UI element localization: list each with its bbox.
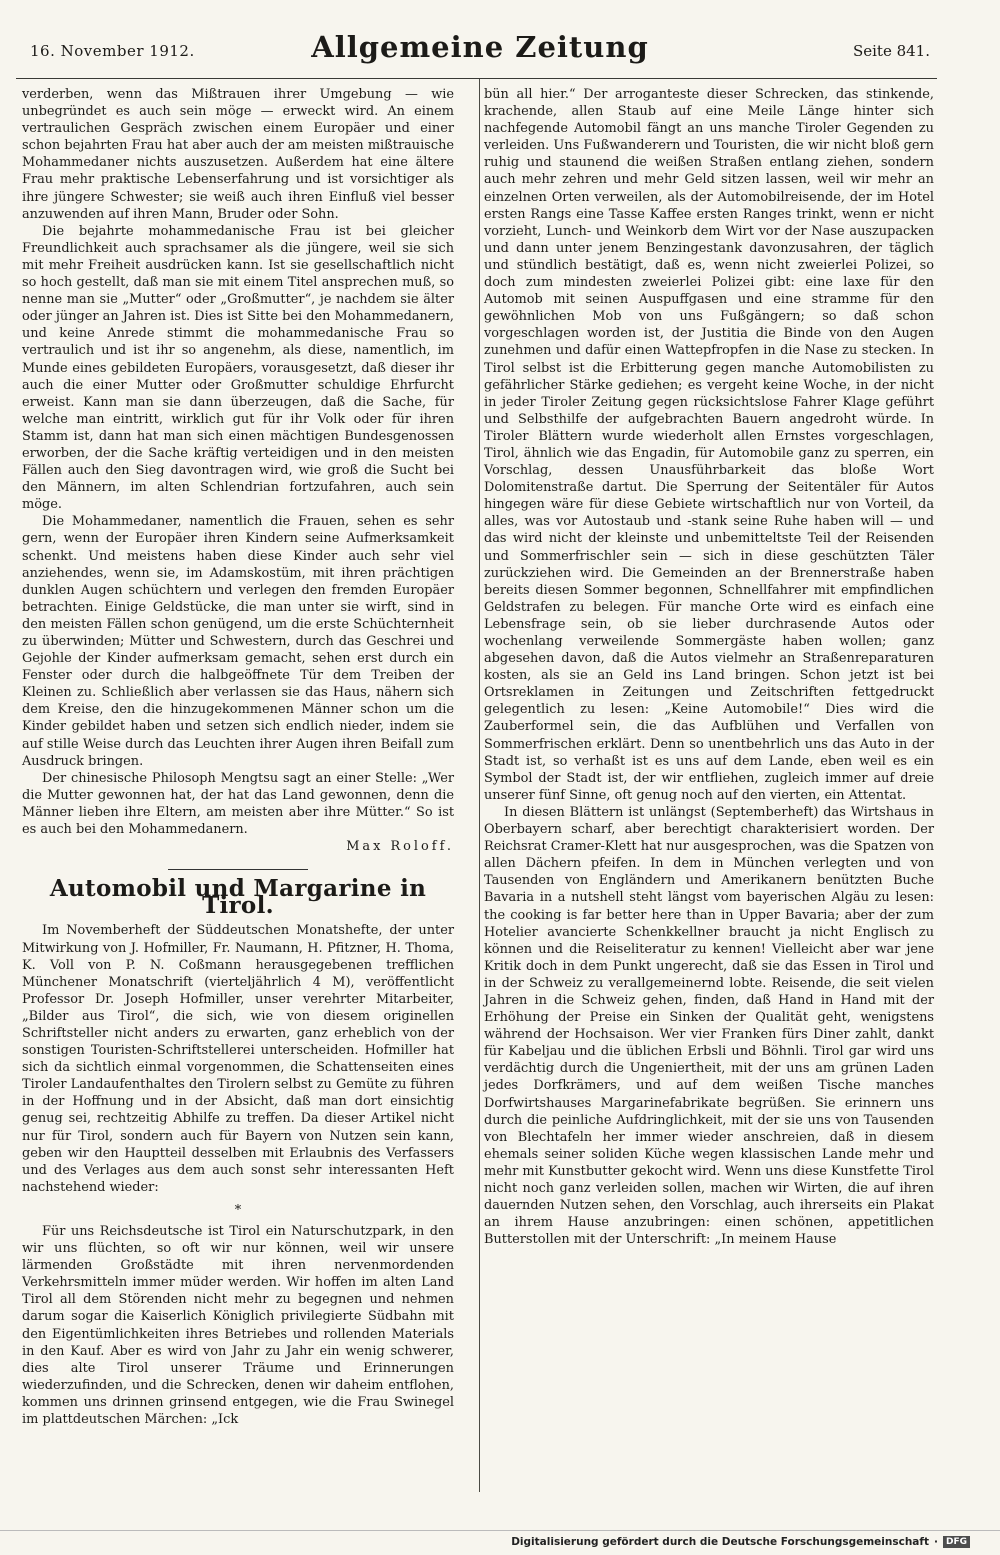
paragraph: verderben, wenn das Mißtrauen ihrer Umgebung — wie unbegründet es auch sein möge — erweckt wird. An einem vertraulichen Gespräch zwischen einem Europäer und einer schon bejahrten Frau hat aber auch der am meisten mißtrauische Mohammedaner nichts auszusetzen. Außerdem hat eine ältere Frau mehr praktische Lebenserfahrung und ist vorsichtiger als ihre jüngere Schwester; sie weiß auch ihren Einfluß viel besser anzuwenden auf ihren Mann, Bruder oder Sohn. (22, 87, 454, 222)
author-signature-line (22, 838, 454, 855)
paragraph: Der chinesische Philosoph Mengtsu sagt an einer Stelle: „Wer die Mutter gewonnen hat, der hat das Land gewonnen, denn die Männer lieben ihre Eltern, am meisten aber ihre Mütter.“ So ist es auch bei den Mohammedanern. (22, 770, 454, 838)
left-column (22, 86, 454, 1428)
paragraph: Im Novemberheft der Süddeutschen Monatshefte, der unter Mitwirkung von J. Hofmiller, Fr. Naumann, H. Pfitzner, H. Thoma, K. Voll von P. N. Coßmann herausgegebenen trefflichen Münchener Monatschrift (vierteljährlich 4 M), veröffentlicht Professor Dr. Joseph Hofmiller, unser verehrter Mitarbeiter, „Bilder aus Tirol“, die sich, wie von diesem originellen Schriftsteller nicht anders zu erwarten, ganz erheblich von der sonstigen Touristen-Schriftstellerei unterscheiden. Hofmiller hat sich da sichtlich einmal vorgenommen, die Schattenseiten eines Tiroler Landaufenthaltes den Tirolern selbst zu Gemüte zu führen in der Hoffnung und in der Absicht, daß man dort einsichtig genug sei, rechtzeitig Abhilfe zu treffen. Da dieser Artikel nicht nur für Tirol, sondern auch für Bayern von Nutzen sein kann, geben wir den Hauptteil desselben mit Erlaubnis des Verfassers und des Verlages aus dem auch sonst sehr interessanten Heft nachstehend wieder: (22, 923, 454, 1195)
newspaper-title: Allgemeine Zeitung (311, 30, 649, 64)
separator-dot: · (933, 1536, 938, 1548)
paragraph: Die Mohammedaner, namentlich die Frauen, sehen es sehr gern, wenn der Europäer ihren Kindern seine Aufmerksamkeit schenkt. Und meistens haben diese Kinder auch sehr viel anziehendes, wenn sie, im Adamskostüm, mit ihren prächtigen dunklen Augen schüchtern und verlegen den fremden Europäer betrachten. Einige Geldstücke, die man unter sie wirft, sind in den meisten Fällen schon genügend, um die erste Schüchternheit zu überwinden; Mütter und Schwestern, durch das Geschrei und Gejohle der Kinder aufmerksam gemacht, sehen erst durch ein Fenster oder durch die halbgeöffnete Tür dem Treiben der Kleinen zu. Schließlich aber verlassen sie das Haus, nähern sich dem Kreise, den die hinzugekommenen Männer schon um die Kinder gebildet haben und setzen sich endlich nieder, indem sie auf stille Weise durch das Leuchten ihrer Augen ihren Beifall zum Ausdruck bringen. (22, 514, 454, 769)
author-name: Max Roloff. (346, 839, 454, 855)
right-column (484, 86, 934, 1248)
column-divider (479, 79, 480, 1492)
dfg-logo-icon: DFG (943, 1536, 970, 1548)
footer-rule (0, 1530, 1000, 1531)
section-rule (168, 869, 308, 870)
section-star: * (234, 1202, 242, 1218)
digitization-credit (511, 1536, 970, 1548)
issue-date: 16. November 1912. (30, 42, 195, 60)
article-title: Automobil und Margarine in Tirol. (49, 875, 427, 920)
paragraph: In diesen Blättern ist unlängst (Septemberheft) das Wirtshaus in Oberbayern scharf, aber berechtigt charakterisiert worden. Der Reichsrat Cramer-Klett hat nur ausgesprochen, was die Spatzen von allen Dächern pfeifen. In dem in München verlegten und von Tausenden von Engländern und Amerikanern benützten Buche Bavaria in a nutshell steht längst vom bayerischen Algäu zu lesen: the cooking is far better here than in Upper Bavaria; aber der zum Hotelier avancierte Schenkkellner braucht ja nicht Englisch zu können und die Reiseliteratur zu kennen! Vielleicht aber war jene Kritik doch in dem Punkt ungerecht, daß sie das Essen in Tirol und in der Schweiz zu verallgemeinernd lobte. Reisende, die seit vielen Jahren in die Schweiz gehen, finden, daß Hand in Hand mit der Erhöhung der Preise ein Sinken der Qualität geht, wenigstens während der Hochsaison. Wer vier Franken fürs Diner zahlt, dankt für Kabeljau und die üblichen Erbsli und Böhnli. Tirol gar wird uns verdächtig durch die Ungeniertheit, mit der uns am grünen Laden jedes Dorfkrämers, und auf dem weißen Tische manches Dorfwirtshauses Margarinefabrikate begrüßen. Sie erinnern uns durch die peinliche Aufdringlichkeit, mit der sie uns von Tausenden von Blechtafeln her immer wieder anschreien, daß in diesem ehemals seiner soliden Küche wegen klassischen Lande mehr und mehr mit Kunstbutter gekocht wird. Wenn uns diese Kunstfette Tirol nicht noch ganz verleiden sollen, machen wir Wirten, die auf ihren dauernden Nutzen sehen, den Vorschlag, auch ihrerseits ein Plakat an ihrem Hause anzubringen: einen schönen, appetitlichen Butterstollen mit der Unterschrift: „In meinem Hause (484, 804, 934, 1248)
page-header (30, 30, 930, 74)
paragraph: Für uns Reichsdeutsche ist Tirol ein Naturschutzpark, in den wir uns flüchten, so oft wir nur können, weil wir unsere lärmenden Großstädte mit ihren nervenmordenden Verkehrsmitteln immer müder werden. Wir hoffen im alten Land Tirol all dem Störenden nicht mehr zu begegnen und nehmen darum sogar die Kaiserlich Königlich privilegierte Südbahn mit den Eigentümlichkeiten ihres Betriebes und rollenden Materials in den Kauf. Aber es wird von Jahr zu Jahr ein wenig schwerer, dies alte Tirol unserer Träume und Erinnerungen wiederzufinden, und die Schrecken, denen wir daheim entflohen, kommen uns drinnen grinsend entgegen, wie die Frau Swinegel im plattdeutschen Märchen: „Ick (22, 1224, 454, 1428)
page-number: Seite 841. (852, 42, 930, 60)
header-rule (16, 78, 937, 79)
credit-text: Digitalisierung gefördert durch die Deutsche Forschungsgemeinschaft (511, 1536, 929, 1548)
paragraph: bün all hier.“ Der arroganteste dieser Schrecken, das stinkende, krachende, allen Staub auf eine Meile Länge hinter sich nachfegende Automobil fängt an uns manche Tiroler Gegenden zu verleiden. Uns Fußwanderern und Touristen, die wir nicht bloß gern ruhig und staunend die weißen Straßen entlang ziehen, sondern auch mehr zehren und mehr Geld sitzen lassen, weil wir mehr an einzelnen Orten verweilen, als der Automobilreisende, der im Hotel ersten Rangs eine Tasse Kaffee ersten Ranges trinkt, wenn er nicht vorzieht, Lunch- und Weinkorb dem Wirt vor der Nase auszupacken und dann unter jenem Benzingestank davonzusahren, der täglich und stündlich bestätigt, daß es, wenn nicht zweierlei Polizei, so doch zum mindesten zweierlei Polizei gibt: eine laxe für den Automob mit seinen Auspuffgasen und eine stramme für den gewöhnlichen Mob von uns Fußgängern; so daß schon vorgeschlagen worden ist, der Justitia die Binde von den Augen zunehmen und dafür einen Wattepfropfen in die Nase zu stecken. In Tirol selbst ist die Erbitterung gegen manche Automobilisten zu gefährlicher Stärke gediehen; es vergeht keine Woche, in der nicht in jeder Tiroler Zeitung gegen rücksichtslose Fahrer Klage geführt und Selbsthilfe der aufgebrachten Bauern angedroht würde. In Tiroler Blättern wurde wiederholt allen Ernstes vorgeschlagen, Tirol, ähnlich wie das Engadin, für Automobile ganz zu sperren, ein Vorschlag, dessen Unausführbarkeit das bloße Wort Dolomitenstraße dartut. Die Sperrung der Seitentäler für Autos hingegen wäre für diese Gebiete wirtschaftlich nur von Vorteil, da alles, was vor Autostaub und -stank seine Ruhe haben will — und das wird nicht der kleinste und unbemitteltste Teil der Reisenden und Sommerfrischler sein — sich in diese geschützten Täler zurückziehen wird. Die Gemeinden an der Brennerstraße haben bereits diesen Sommer begonnen, Schnellfahrer mit empfindlichen Geldstrafen zu belegen. Für manche Orte wird es einfach eine Lebensfrage sein, ob sie lieber durchrasende Autos oder wochenlang verweilende Sommergäste haben wollen; ganz abgesehen davon, daß die Autos vielmehr an Straßenreparaturen kosten, als sie an Geld ins Land bringen. Schon jetzt ist bei Ortsreklamen in Zeitungen und Zeitschriften fettgedruckt gelegentlich zu lesen: „Keine Automobile!“ Dies wird die Zauberformel sein, die das Aufblühen und Verfallen von Sommerfrischen erklärt. Denn so unentbehrlich uns das Auto in der Stadt ist, so verhaßt ist es uns auf dem Lande, eben weil es ein Symbol der Stadt ist, der wir entfliehen, zugleich immer auf dreie unserer fünf Sinne, oft genug noch auf den vierten, ein Attentat. (484, 87, 934, 803)
paragraph: Die bejahrte mohammedanische Frau ist bei gleicher Freundlichkeit auch sprachsamer als die jüngere, weil sie sich mit mehr Freiheit ausdrücken kann. Ist sie gesellschaftlich nicht so hoch gestellt, daß man sie mit einem Titel ansprechen muß, so nenne man sie „Mutter“ oder „Großmutter“, je nachdem sie älter oder jünger an Jahren ist. Dies ist Sitte bei den Mohammedanern, und keine Anrede stimmt die mohammedanische Frau so vertraulich und ist ihr so angenehm, als diese, namentlich, im Munde eines gebildeten Europäers, vorausgesetzt, daß dieser ihr auch die einer Mutter oder Großmutter schuldige Ehrfurcht erweist. Kann man sie dann überzeugen, daß die Sache, für welche man eintritt, wirklich gut für ihr Volk oder für ihren Stamm ist, dann hat man sich einen mächtigen Bundesgenossen erworben, der die Sache kräftig verteidigen und in den meisten Fällen auch den Sieg davontragen wird, wie groß die Sucht bei den Männern, im alten Schlendrian fortzufahren, auch sein möge. (22, 223, 454, 513)
